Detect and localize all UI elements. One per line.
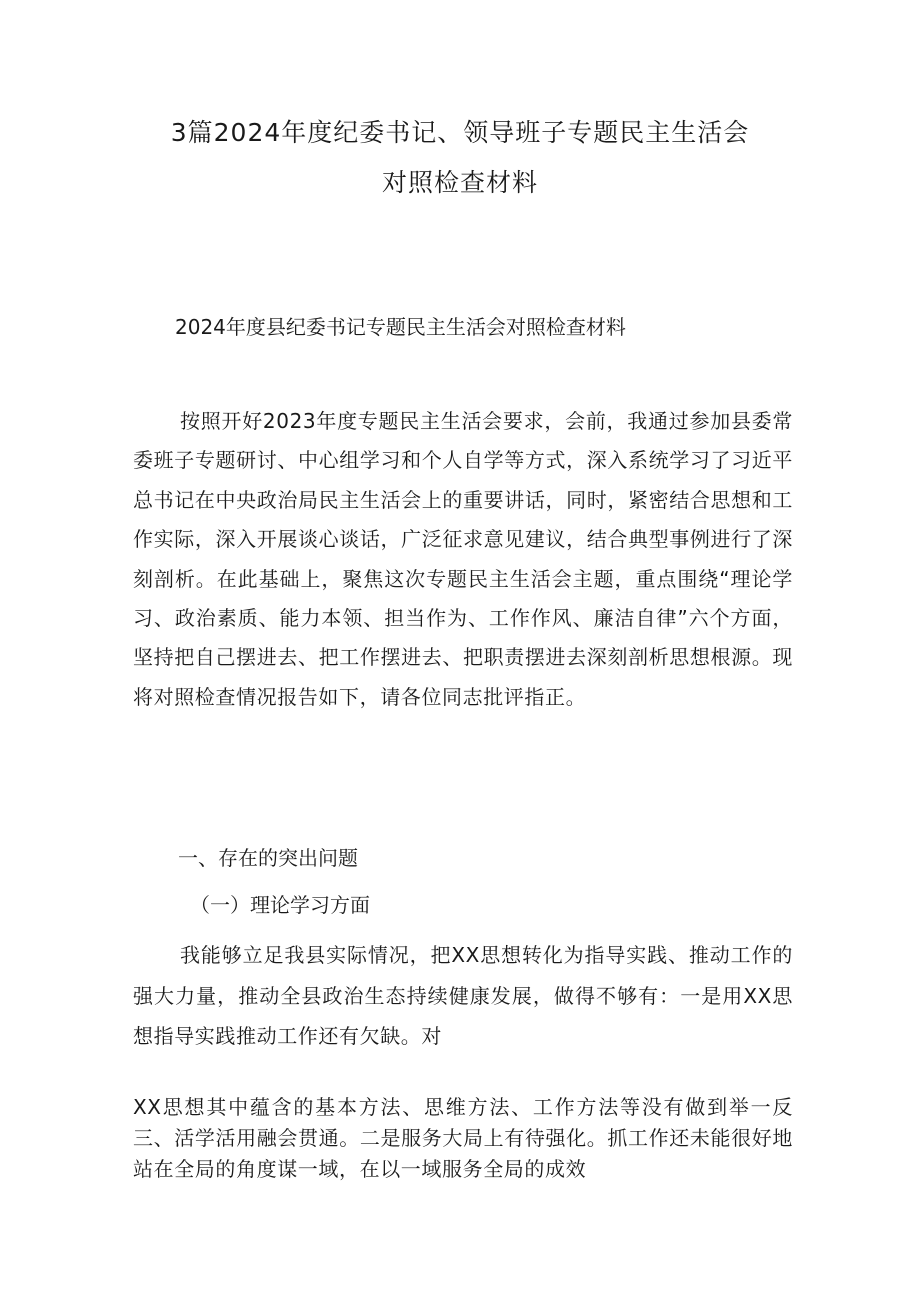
intro-paragraph: 按照开好2023年度专题民主生活会要求，会前，我通过参加县委常委班子专题研讨、中心组学习和个人自学等方式，深入系统学习了习近平总书记在中央政治局民主生活会上的重要讲话，同时，紧密结合思想和工作实际，深入开展谈心谈话，广泛征求意见建议，结合典型事例进行了深刻剖析。在此基础上，聚焦这次专题民主生活会主题，重点围绕“理论学习、政治素质、能力本领、担当作为、工作作风、廉洁自律”六个方面，坚持把自己摆进去、把工作摆进去、把职责摆进去深刻剖析思想根源。现将对照检查情况报告如下，请各位同志批评指正。 xyxy=(133,409,793,709)
continuation-paragraph: XX思想其中蕴含的基本方法、思维方法、工作方法等没有做到举一反三、活学活用融会贯通。二是服务大局上有待强化。抓工作还未能很好地站在全局的角度谋一域，在以一域服务全局的成效 xyxy=(133,1095,793,1181)
section-heading: 一、存在的突出问题 xyxy=(178,846,358,870)
document-subtitle: 2024年度县纪委书记专题民主生活会对照检查材料 xyxy=(175,315,626,339)
document-title-line-1: 3篇2024年度纪委书记、领导班子专题民主生活会 xyxy=(170,118,750,147)
theory-paragraph: 我能够立足我县实际情况，把XX思想转化为指导实践、推动工作的强大力量，推动全县政治生态持续健康发展，做得不够有：一是用XX思想指导实践推动工作还有欠缺。对 xyxy=(133,943,793,1048)
subsection-heading: （一）理论学习方面 xyxy=(190,893,370,917)
document-title-line-2: 对照检查材料 xyxy=(381,168,538,197)
